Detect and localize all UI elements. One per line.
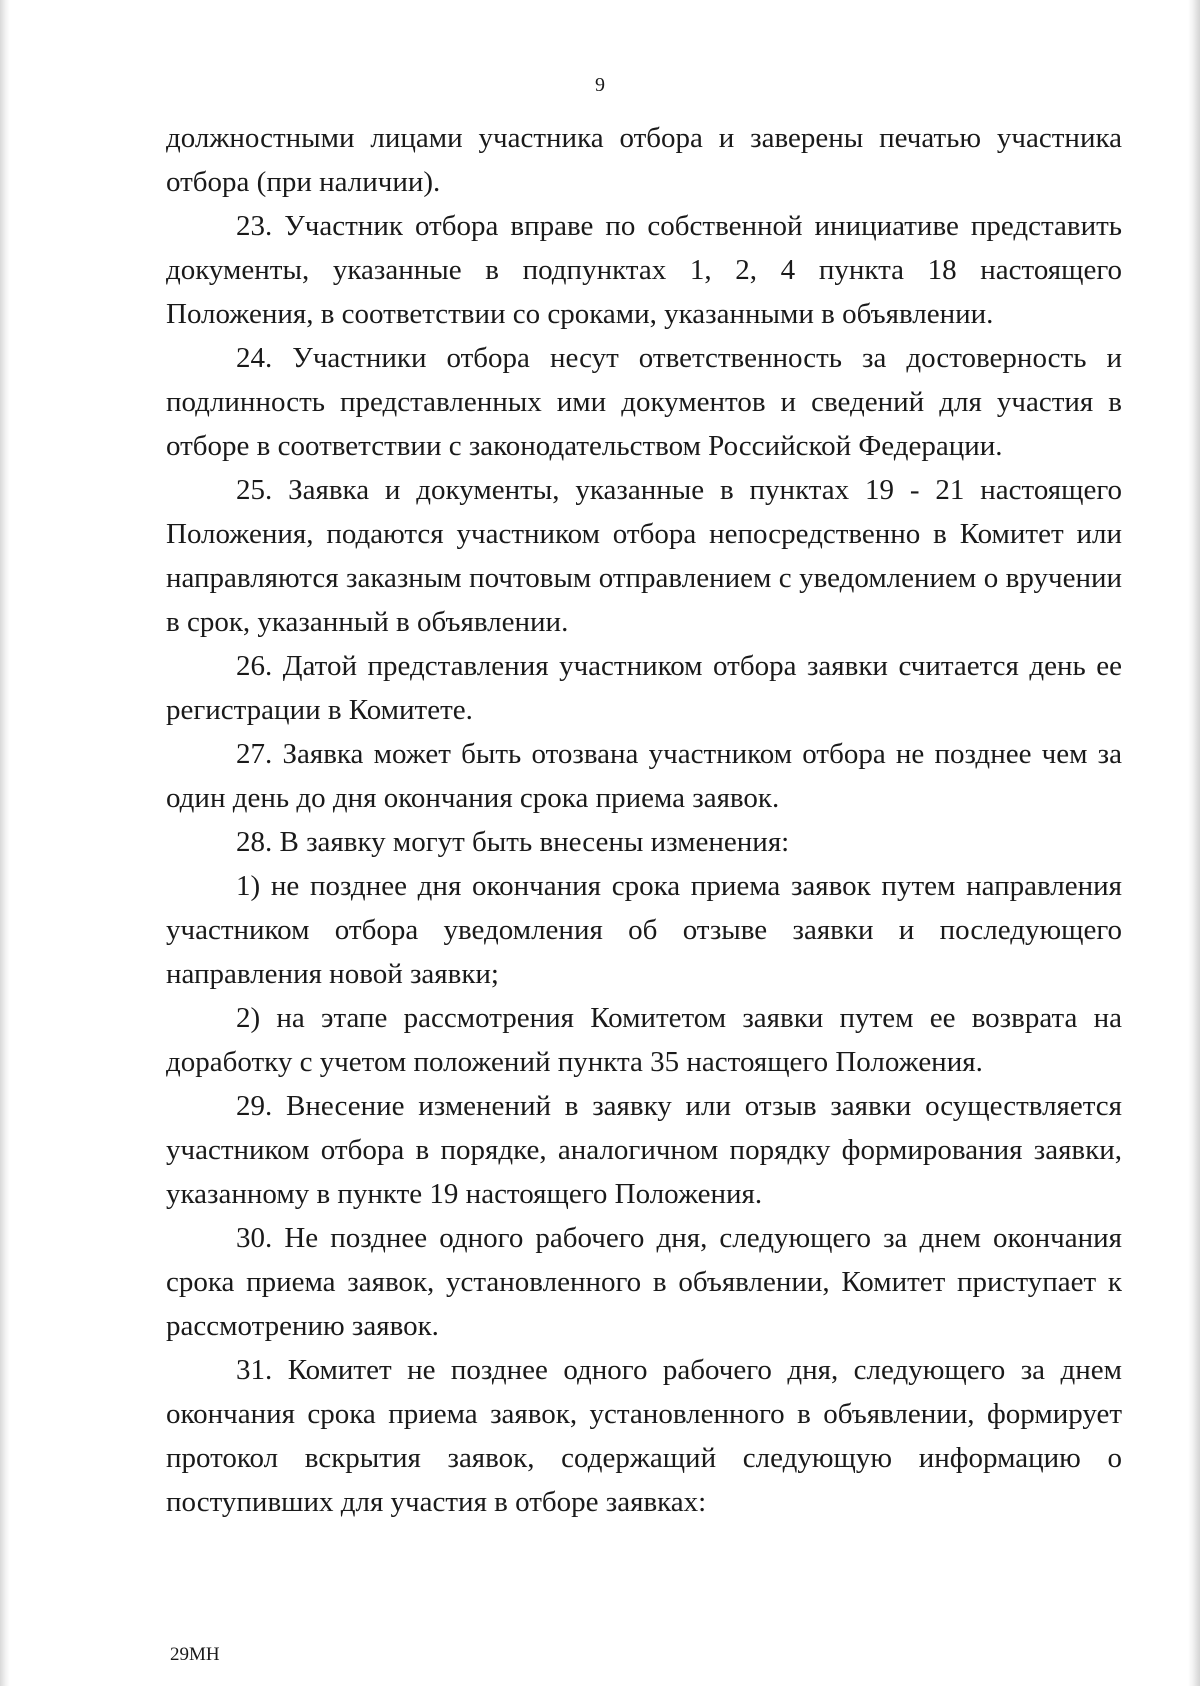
paragraph-23: 23. Участник отбора вправе по собственной инициативе представить документы, указанные в подпунктах 1, 2, 4 пункта 18 настоящего Положения, в соответствии со сроками, указанными в объявлении.: [166, 210, 1122, 330]
paragraph-29: 29. Внесение изменений в заявку или отзыв заявки осуществляется участником отбора в порядке, аналогичном порядку формирования заявки, указанному в пункте 19 настоящего Положения.: [166, 1090, 1122, 1210]
paragraph-28-item-1: 1) не позднее дня окончания срока приема заявок путем направления участником отбора уведомления об отзыве заявки и последующего направления новой заявки;: [166, 870, 1122, 990]
paragraph-24: 24. Участники отбора несут ответственность за достоверность и подлинность представленных ими документов и сведений для участия в отборе в соответствии с законодательством Российской Федерации.: [166, 342, 1122, 462]
paragraph-28-item-2: 2) на этапе рассмотрения Комитетом заявки путем ее возврата на доработку с учетом положений пункта 35 настоящего Положения.: [166, 1002, 1122, 1078]
document-body: [166, 116, 1122, 1524]
paragraph-30: 30. Не позднее одного рабочего дня, следующего за днем окончания срока приема заявок, установленного в объявлении, Комитет приступает к рассмотрению заявок.: [166, 1222, 1122, 1342]
scan-edge-right: [1188, 0, 1200, 1686]
paragraph-continuation: должностными лицами участника отбора и заверены печатью участника отбора (при наличии).: [166, 122, 1122, 198]
scan-edge-left: [0, 0, 10, 1686]
paragraph-26: 26. Датой представления участником отбора заявки считается день ее регистрации в Комитете.: [166, 650, 1122, 726]
paragraph-28: 28. В заявку могут быть внесены изменения:: [236, 826, 790, 858]
footer-document-code: 29МН: [170, 1644, 220, 1665]
paragraph-25: 25. Заявка и документы, указанные в пунктах 19 - 21 настоящего Положения, подаются участником отбора непосредственно в Комитет или направляются заказным почтовым отправлением с уведомлением о вручении в срок, указанный в объявлении.: [166, 474, 1122, 638]
paragraph-31: 31. Комитет не позднее одного рабочего дня, следующего за днем окончания срока приема заявок, установленного в объявлении, формирует протокол вскрытия заявок, содержащий следующую информацию о поступивших для участия в отборе заявках:: [166, 1354, 1122, 1518]
paragraph-27: 27. Заявка может быть отозвана участником отбора не позднее чем за один день до дня окончания срока приема заявок.: [166, 738, 1122, 814]
page-number: 9: [595, 74, 605, 96]
